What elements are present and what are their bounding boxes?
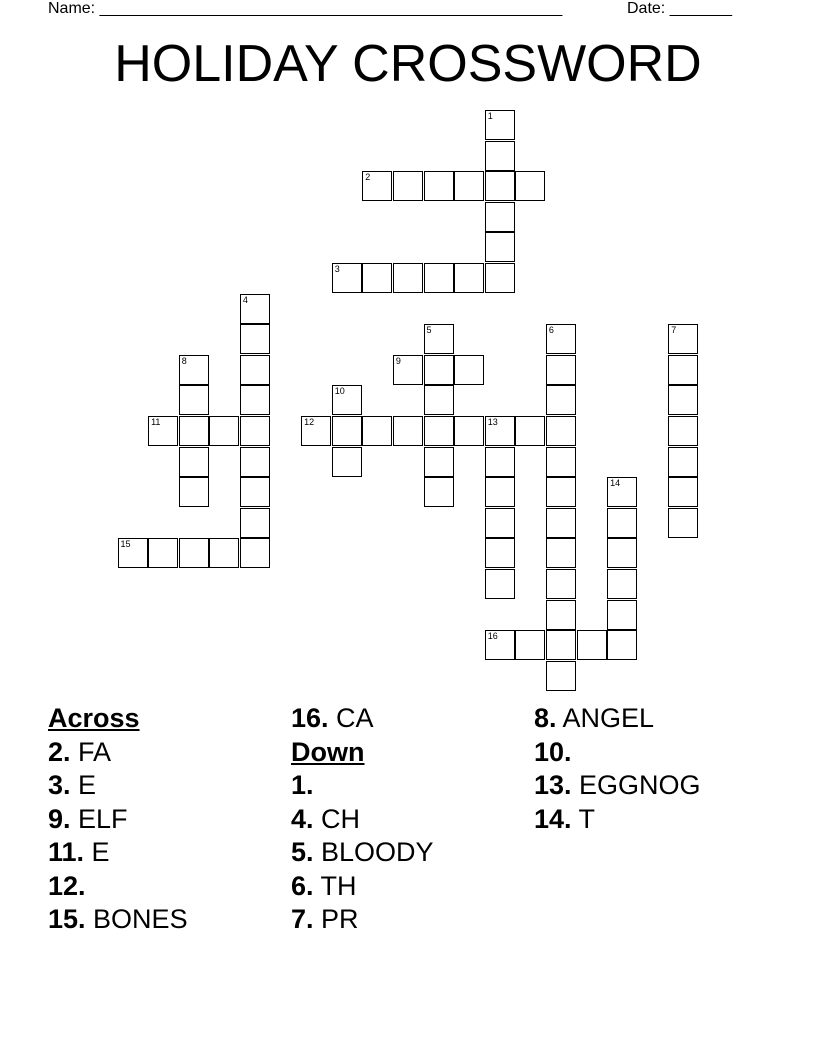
grid-cell[interactable] — [454, 171, 484, 201]
grid-cell[interactable] — [332, 447, 362, 477]
clue-text: TH — [313, 870, 357, 901]
cell-number: 16 — [487, 631, 498, 642]
grid-cell[interactable] — [607, 538, 637, 568]
cell-number: 3 — [334, 264, 340, 274]
grid-cell[interactable] — [607, 630, 637, 660]
grid-cell[interactable] — [424, 263, 454, 293]
grid-cell[interactable] — [668, 447, 698, 477]
grid-cell[interactable] — [179, 477, 209, 507]
cell-number: 7 — [671, 325, 677, 336]
grid-cell[interactable] — [668, 385, 698, 415]
grid-cell[interactable] — [607, 508, 637, 538]
clue-column-1 — [48, 702, 288, 937]
grid-cell[interactable] — [240, 447, 270, 477]
grid-cell[interactable] — [148, 538, 178, 568]
grid-cell[interactable] — [240, 324, 270, 354]
grid-cell[interactable] — [454, 416, 484, 446]
grid-cell[interactable] — [424, 385, 454, 415]
cell-number: 11 — [151, 417, 161, 427]
grid-cell[interactable] — [424, 477, 454, 507]
clue-text: CA — [328, 703, 374, 733]
clue-item — [291, 903, 531, 937]
clue-text: ANGEL — [556, 703, 655, 733]
grid-cell[interactable] — [515, 416, 545, 446]
clue-text: PR — [313, 904, 359, 934]
clue-number: 9. — [48, 803, 71, 834]
grid-cell[interactable] — [546, 538, 576, 568]
cell-number: 12 — [304, 417, 315, 427]
grid-cell[interactable] — [393, 171, 423, 201]
clue-item — [291, 769, 531, 803]
clue-item — [534, 702, 774, 736]
cell-number: 5 — [426, 325, 432, 336]
grid-cell[interactable] — [668, 508, 698, 538]
grid-cell[interactable] — [485, 202, 515, 232]
grid-cell[interactable] — [546, 355, 576, 385]
page-title: HOLIDAY CROSSWORD — [114, 35, 702, 93]
grid-cell[interactable] — [424, 416, 454, 446]
clue-number: 2. — [48, 736, 71, 767]
down-heading: Down — [291, 736, 365, 767]
grid-cell[interactable] — [209, 416, 239, 446]
clue-item — [291, 870, 531, 904]
cell-number: 13 — [487, 417, 498, 427]
clue-item — [291, 803, 531, 837]
clue-item — [48, 803, 288, 837]
clue-text: E — [84, 837, 110, 867]
cell-number: 8 — [181, 355, 187, 366]
clue-number: 6. — [291, 870, 314, 901]
grid-cell[interactable] — [485, 477, 515, 507]
grid-cell[interactable] — [362, 416, 392, 446]
grid-cell[interactable] — [332, 416, 362, 446]
grid-cell[interactable] — [179, 447, 209, 477]
clue-number: 13. — [534, 770, 572, 800]
grid-cell[interactable] — [362, 263, 392, 293]
grid-cell[interactable] — [546, 324, 576, 354]
clue-column-2 — [291, 702, 531, 937]
cell-number: 14 — [610, 478, 621, 489]
grid-cell[interactable] — [546, 477, 576, 507]
grid-cell[interactable] — [668, 477, 698, 507]
clue-number: 11. — [48, 837, 85, 867]
grid-cell[interactable] — [485, 141, 515, 171]
grid-cell[interactable] — [393, 355, 423, 385]
grid-cell[interactable] — [179, 416, 209, 446]
grid-cell[interactable] — [546, 630, 576, 660]
grid-cell[interactable] — [179, 385, 209, 415]
clue-item — [534, 736, 774, 770]
grid-cell[interactable] — [393, 416, 423, 446]
grid-cell[interactable] — [546, 447, 576, 477]
grid-cell[interactable] — [546, 508, 576, 538]
clue-number: 16. — [291, 703, 329, 733]
grid-cell[interactable] — [485, 569, 515, 599]
grid-cell[interactable] — [179, 355, 209, 385]
clue-item — [48, 769, 288, 803]
clue-item — [291, 702, 531, 736]
clue-item — [534, 769, 774, 803]
cell-number: 15 — [120, 539, 131, 550]
clue-item — [534, 803, 774, 837]
grid-cell[interactable] — [485, 416, 515, 446]
clue-text: EGGNOG — [571, 770, 701, 800]
clue-number: 5. — [291, 837, 314, 867]
clue-text: BONES — [85, 904, 188, 934]
clue-item — [48, 903, 288, 937]
grid-cell[interactable] — [118, 538, 148, 568]
grid-cell[interactable] — [240, 416, 270, 446]
grid-cell[interactable] — [332, 385, 362, 415]
grid-cell[interactable] — [424, 324, 454, 354]
grid-cell[interactable] — [240, 355, 270, 385]
clue-item — [48, 836, 288, 870]
grid-cell[interactable] — [301, 416, 331, 446]
grid-cell[interactable] — [209, 538, 239, 568]
grid-cell[interactable] — [546, 661, 576, 691]
clue-text: T — [571, 803, 596, 834]
clue-column-3 — [534, 702, 774, 836]
grid-cell[interactable] — [424, 447, 454, 477]
clue-number: 7. — [291, 904, 314, 934]
grid-cell[interactable] — [424, 171, 454, 201]
clue-number: 10. — [534, 736, 572, 767]
clue-item — [48, 870, 288, 904]
clue-item — [48, 736, 288, 770]
grid-cell[interactable] — [148, 416, 178, 446]
grid-cell[interactable] — [485, 630, 515, 660]
grid-cell[interactable] — [485, 538, 515, 568]
grid-cell[interactable] — [485, 171, 515, 201]
grid-cell[interactable] — [485, 263, 515, 293]
grid-cell[interactable] — [668, 355, 698, 385]
grid-cell[interactable] — [240, 477, 270, 507]
clue-text: E — [70, 770, 97, 800]
cell-number: 10 — [334, 386, 345, 397]
clue-text: CH — [313, 803, 361, 834]
cell-number: 6 — [548, 325, 554, 336]
grid-cell[interactable] — [577, 630, 607, 660]
cell-number: 4 — [242, 294, 248, 305]
grid-cell[interactable] — [424, 355, 454, 385]
clue-number: 4. — [291, 803, 314, 834]
clue-number: 14. — [534, 803, 572, 834]
grid-cell[interactable] — [607, 477, 637, 507]
grid-cell[interactable] — [485, 110, 515, 140]
grid-cell[interactable] — [668, 324, 698, 354]
grid-cell[interactable] — [332, 263, 362, 293]
grid-cell[interactable] — [607, 569, 637, 599]
grid-cell[interactable] — [362, 171, 392, 201]
grid-cell[interactable] — [454, 355, 484, 385]
name-field-label: Name: ____________________________________________________ — [48, 0, 563, 17]
grid-cell[interactable] — [515, 630, 545, 660]
clue-number: 12. — [48, 870, 86, 901]
clue-text: BLOODY — [313, 837, 434, 867]
clue-text: ELF — [70, 803, 128, 834]
grid-cell[interactable] — [546, 600, 576, 630]
grid-cell[interactable] — [546, 385, 576, 415]
cell-number: 9 — [395, 355, 401, 366]
grid-cell[interactable] — [668, 416, 698, 446]
date-field-label: Date: _______ — [627, 0, 732, 17]
clue-number: 15. — [48, 904, 86, 934]
grid-cell[interactable] — [179, 538, 209, 568]
across-heading: Across — [48, 703, 140, 733]
grid-cell[interactable] — [607, 600, 637, 630]
clue-text: FA — [70, 736, 112, 767]
grid-cell[interactable] — [546, 416, 576, 446]
grid-cell[interactable] — [240, 538, 270, 568]
grid-cell[interactable] — [240, 385, 270, 415]
grid-cell[interactable] — [240, 294, 270, 324]
grid-cell[interactable] — [515, 171, 545, 201]
grid-cell[interactable] — [454, 263, 484, 293]
grid-cell[interactable] — [485, 232, 515, 262]
grid-cell[interactable] — [240, 508, 270, 538]
clue-number: 8. — [534, 703, 557, 733]
cell-number: 2 — [365, 172, 371, 183]
grid-cell[interactable] — [485, 508, 515, 538]
cell-number: 1 — [487, 111, 493, 121]
grid-cell[interactable] — [485, 447, 515, 477]
grid-cell[interactable] — [546, 569, 576, 599]
clue-number: 1. — [291, 770, 314, 800]
clue-number: 3. — [48, 770, 71, 800]
grid-cell[interactable] — [393, 263, 423, 293]
clue-item — [291, 836, 531, 870]
